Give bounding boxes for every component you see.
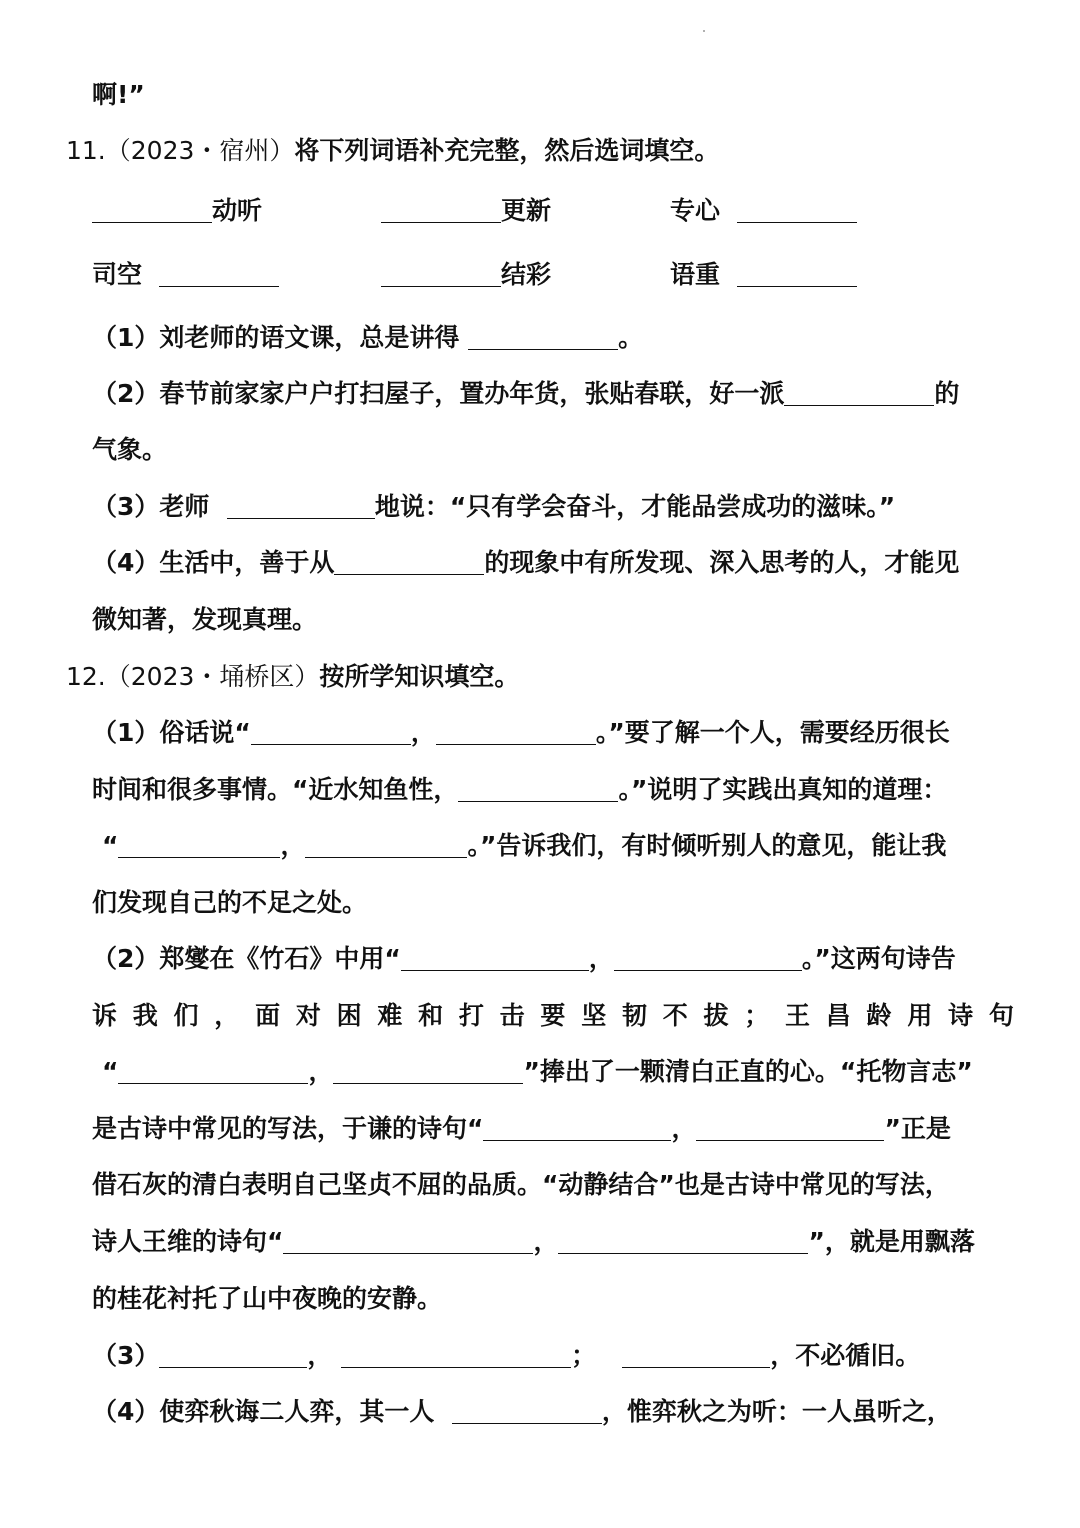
s2-blank[interactable] xyxy=(784,381,934,406)
q12-p1-line1: （1）俗话说“ ， 。”要了解一个人，需要经历很长 xyxy=(92,718,950,747)
word-4: 司空 xyxy=(92,258,279,292)
q11-sentence-4: （4）生活中，善于从 的现象中有所发现、深入思考的人，才能见 xyxy=(92,548,960,577)
p2-blank-6[interactable] xyxy=(696,1116,884,1141)
q11-sentence-4-cont: 微知著，发现真理。 xyxy=(92,605,318,634)
q12-p2-line7: 的桂花衬托了山中夜晚的安静。 xyxy=(92,1284,443,1313)
q11-instruction: 将下列词语补充完整，然后选词填空。 xyxy=(294,136,720,165)
p3-blank-2[interactable] xyxy=(341,1343,571,1368)
p2-blank-3[interactable] xyxy=(118,1059,308,1084)
p2-blank-7[interactable] xyxy=(283,1229,533,1254)
q12-p2-line5: 借石灰的清白表明自己坚贞不屈的品质。“动静结合”也是古诗中常见的写法， xyxy=(92,1170,950,1199)
p1-blank-3[interactable] xyxy=(458,777,618,802)
p1-blank-4[interactable] xyxy=(118,833,280,858)
q12-p2-line6: 诗人王维的诗句“ ， ”，就是用飘落 xyxy=(92,1227,975,1256)
q12-p1-line2: 时间和很多事情。“近水知鱼性， 。”说明了实践出真知的道理： xyxy=(92,775,948,804)
p2-blank-1[interactable] xyxy=(401,946,589,971)
word-6: 语重 xyxy=(670,258,857,292)
q12-number: 12.（2023・埇桥区） xyxy=(66,662,320,691)
word-3: 专心 xyxy=(670,194,857,228)
p2-blank-5[interactable] xyxy=(483,1116,671,1141)
q12-p2-line1: （2）郑燮在《竹石》中用“ ， 。”这两句诗告 xyxy=(92,944,956,973)
s3-blank[interactable] xyxy=(227,494,375,519)
q12-p2-line2: 诉 我 们 ， 面 对 困 难 和 打 击 要 坚 韧 不 拔 ； 王 昌 龄 用 诗 句 xyxy=(92,1001,1014,1030)
p1-blank-2[interactable] xyxy=(436,720,596,745)
q12-p1-line3: “ ， 。”告诉我们，有时倾听别人的意见，能让我 xyxy=(102,831,947,860)
p2-blank-2[interactable] xyxy=(614,946,802,971)
word-6-blank[interactable] xyxy=(737,262,857,287)
word-1-blank[interactable] xyxy=(92,198,212,223)
word-1: 动听 xyxy=(92,194,262,228)
s4-blank[interactable] xyxy=(334,550,484,575)
p3-blank-1[interactable] xyxy=(159,1343,307,1368)
p1-blank-5[interactable] xyxy=(305,833,467,858)
scan-dot xyxy=(703,30,705,32)
p2-blank-4[interactable] xyxy=(333,1059,523,1084)
prev-line: 啊!” xyxy=(92,80,145,109)
q11-number: 11.（2023・宿州） xyxy=(66,136,295,165)
p2-blank-8[interactable] xyxy=(558,1229,808,1254)
p3-blank-3[interactable] xyxy=(622,1343,770,1368)
word-3-blank[interactable] xyxy=(737,198,857,223)
q12-p2-line3: “ ， ”捧出了一颗清白正直的心。“托物言志” xyxy=(102,1057,973,1086)
q12-p2-line4: 是古诗中常见的写法，于谦的诗句“ ， ”正是 xyxy=(92,1114,951,1143)
q12-instruction: 按所学知识填空。 xyxy=(319,662,520,691)
q11-sentence-3: （3）老师 地说：“只有学会奋斗，才能品尝成功的滋味。” xyxy=(92,492,896,521)
q11-sentence-2-cont: 气象。 xyxy=(92,435,168,464)
p1-blank-1[interactable] xyxy=(251,720,411,745)
q11-sentence-2: （2）春节前家家户户打扫屋子，置办年货，张贴春联，好一派 的 xyxy=(92,379,960,408)
q12-p3-line1: （3） ， ； ，不必循旧。 xyxy=(92,1341,921,1370)
q12-p1-line4: 们发现自己的不足之处。 xyxy=(92,888,368,917)
p4-blank-1[interactable] xyxy=(452,1399,602,1424)
word-2: 更新 xyxy=(381,194,551,228)
word-2-blank[interactable] xyxy=(381,198,501,223)
q11-sentence-1: （1）刘老师的语文课，总是讲得 。 xyxy=(92,323,644,352)
word-5: 结彩 xyxy=(381,258,551,292)
q11-heading xyxy=(66,134,719,168)
q12-heading xyxy=(66,660,519,694)
word-4-blank[interactable] xyxy=(159,262,279,287)
q12-p4-line1: （4）使弈秋诲二人弈，其一人 ，惟弈秋之为听：一人虽听之， xyxy=(92,1397,952,1426)
word-5-blank[interactable] xyxy=(381,262,501,287)
s1-blank[interactable] xyxy=(468,325,618,350)
